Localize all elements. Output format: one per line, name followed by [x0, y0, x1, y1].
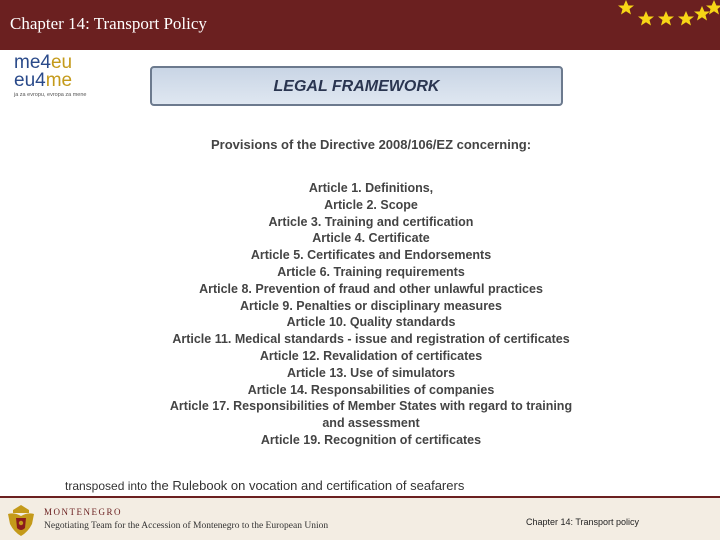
legal-framework-title: LEGAL FRAMEWORK: [273, 78, 440, 95]
logo-text: eu: [50, 52, 73, 73]
transposed-rest: the Rulebook on vocation and certification of seafarers: [150, 478, 465, 493]
list-item: Article 6. Training requirements: [277, 264, 465, 279]
star-icon: [678, 11, 694, 26]
list-item: Article 3. Training and certification: [268, 214, 474, 229]
logo-tagline: ja za evropu, evropa za mene: [14, 92, 87, 98]
list-item: Article 14. Responsabilities of companies: [247, 382, 495, 397]
article-list: [0, 180, 720, 449]
star-icon: [694, 6, 710, 21]
list-item: Article 17. Responsibilities of Member States with regard to training: [169, 399, 573, 414]
list-item: and assessment: [322, 416, 420, 431]
list-item: Article 4. Certificate: [312, 231, 430, 246]
star-icon: [638, 11, 654, 26]
footer-chapter: Chapter 14: Transport policy: [526, 517, 640, 527]
list-item: Article 10. Quality standards: [286, 315, 456, 330]
directive-subtitle: Provisions of the Directive 2008/106/EZ concerning:: [210, 137, 532, 152]
list-item: Article 13. Use of simulators: [286, 365, 456, 380]
eu-stars-icon: [610, 0, 720, 40]
list-item: Article 11. Medical standards - issue and registration of certificates: [172, 332, 570, 347]
logo-text: me4: [14, 52, 51, 73]
list-item: Article 5. Certificates and Endorsements: [250, 248, 492, 263]
me4eu-logo: [14, 54, 114, 100]
star-icon: [658, 11, 674, 26]
transposed-prefix: transposed into: [65, 479, 148, 493]
header-bar: [0, 0, 720, 50]
list-item: Article 1. Definitions,: [308, 181, 434, 195]
legal-framework-banner: [150, 66, 563, 106]
list-item: Article 8. Prevention of fraud and other unlawful practices: [199, 281, 543, 296]
list-item: Article 19. Recognition of certificates: [260, 432, 482, 447]
logo-text: me: [45, 70, 73, 91]
footer-country: MONTENEGRO: [44, 507, 122, 517]
montenegro-crest-icon: [4, 502, 38, 538]
logo-text: eu4: [14, 70, 46, 91]
transposed-statement: [65, 478, 464, 493]
star-icon: [618, 0, 634, 15]
list-item: Article 9. Penalties or disciplinary measures: [240, 298, 502, 313]
list-item: Article 2. Scope: [324, 197, 418, 212]
footer-team: Negotiating Team for the Accession of Montenegro to the European Union: [44, 521, 329, 531]
header-title: Chapter 14: Transport Policy: [10, 14, 207, 33]
list-item: Article 12. Revalidation of certificates: [259, 348, 483, 363]
